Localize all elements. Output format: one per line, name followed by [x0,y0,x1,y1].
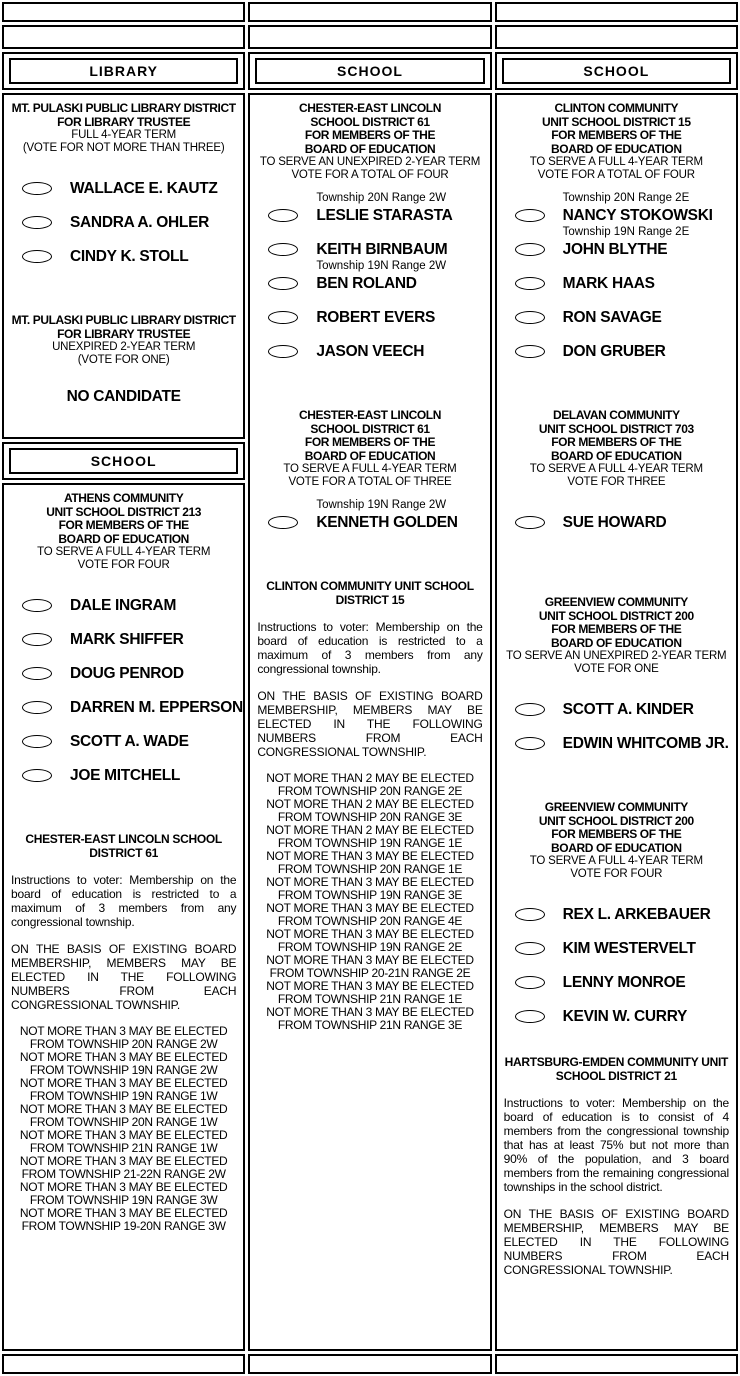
rule-line: NOT MORE THAN 3 MAY BE ELECTED [266,927,474,941]
vote-oval[interactable] [22,701,52,714]
instructions-paragraph: ON THE BASIS OF EXISTING BOARD MEMBERSHIP, MEMBERS MAY BE ELECTED IN THE FOLLOWING NUMBERS FROM EACH CONGRESSIONAL TOWNSHIP. [257,689,483,759]
vote-oval[interactable] [22,182,52,195]
contest-title-line: FOR MEMBERS OF THE [551,435,682,449]
section-banner [495,52,738,90]
contest-title-line: DELAVAN COMMUNITY [552,408,680,422]
section-banner-box [9,448,238,474]
candidate-name: DOUG PENROD [70,665,184,682]
candidate-name: REX L. ARKEBAUER [562,906,711,923]
vote-oval[interactable] [22,735,52,748]
section-banner-label: LIBRARY [89,63,159,79]
no-candidate-label: NO CANDIDATE [66,388,181,405]
contest-title-line: FOR MEMBERS OF THE [304,435,436,449]
rule-line: NOT MORE THAN 2 MAY BE ELECTED [266,771,474,785]
rule-line: NOT MORE THAN 3 MAY BE ELECTED [19,1206,228,1220]
rule-line: NOT MORE THAN 3 MAY BE ELECTED [19,1050,228,1064]
contest-title-line: SCHOOL DISTRICT 61 [310,421,430,436]
contest [256,409,483,536]
vote-oval[interactable] [22,250,52,263]
notice-title-line: CHESTER-EAST LINCOLN SCHOOL [25,832,222,846]
candidate-list [256,192,483,365]
ballot-column [248,2,491,1374]
vote-oval[interactable] [515,311,545,324]
contest-title-line: UNIT SCHOOL DISTRICT 200 [538,608,694,623]
vote-oval[interactable] [22,633,52,646]
contest-title-line: GREENVIEW COMMUNITY [544,595,688,609]
rule-line: FROM TOWNSHIP 21N RANGE 1W [29,1141,218,1155]
contest-term-line: TO SERVE A FULL 4-YEAR TERM [37,546,211,558]
contest-title-line: BOARD OF EDUCATION [551,448,682,463]
candidate-row [256,192,483,229]
contest-term-line: TO SERVE A FULL 4-YEAR TERM [283,463,457,475]
candidate-name: DON GRUBER [562,343,666,360]
contest-title-line: FOR MEMBERS OF THE [551,128,682,142]
section-banner-label: SCHOOL [583,63,650,79]
section-banner [248,52,491,90]
candidate-row [10,202,237,236]
section-banner-box [9,58,238,84]
contest [10,102,237,270]
rule-line: FROM TOWNSHIP 20N RANGE 2W [29,1037,218,1051]
vote-oval[interactable] [515,209,545,222]
rules-list [11,1025,236,1233]
candidate-name: DALE INGRAM [70,597,177,614]
rule-line: NOT MORE THAN 3 MAY BE ELECTED [266,953,474,967]
candidate-row [10,168,237,202]
contest-title-line: FOR MEMBERS OF THE [58,518,189,532]
vote-oval[interactable] [515,737,545,750]
rule-line: FROM TOWNSHIP 20N RANGE 2E [277,784,463,798]
candidate-name: RON SAVAGE [562,309,662,326]
candidate-row [256,229,483,263]
contest-title-line: BOARD OF EDUCATION [58,531,189,546]
candidate-row [503,297,730,331]
notice-title-line: SCHOOL DISTRICT 21 [555,1068,677,1083]
contest [503,801,730,1030]
contest-term-line: VOTE FOR ONE [574,662,659,675]
section-banner-box [502,58,731,84]
candidate-name: EDWIN WHITCOMB JR. [562,735,729,752]
candidate-name: SCOTT A. KINDER [562,701,694,718]
top-spacer-row [2,2,245,22]
vote-oval[interactable] [22,599,52,612]
rule-line: NOT MORE THAN 3 MAY BE ELECTED [19,1024,228,1038]
vote-oval[interactable] [22,667,52,680]
candidate-name: LENNY MONROE [562,974,686,991]
rule-line: NOT MORE THAN 3 MAY BE ELECTED [266,875,474,889]
contest-title-line: CHESTER-EAST LINCOLN [298,101,441,115]
rule-line: FROM TOWNSHIP 21N RANGE 1E [277,992,463,1006]
contest [503,596,730,757]
candidate-list [256,499,483,536]
candidate-name: BEN ROLAND [316,275,417,292]
section-banner-box [255,58,484,84]
candidate-name: KENNETH GOLDEN [316,514,458,531]
district-notice [503,1056,730,1277]
contest-title-line: SCHOOL DISTRICT 61 [310,114,430,129]
rule-line: NOT MORE THAN 3 MAY BE ELECTED [19,1180,228,1194]
candidate-row [10,236,237,270]
instructions-paragraph: Instructions to voter: Membership on the board of education is to consist of 4 members from the congressional township that has at least 75% but not more than 90% of the population, and 3 board members from the remaining congressional townships in the school district. [503,1096,729,1194]
rule-line: FROM TOWNSHIP 19-20N RANGE 3W [21,1219,226,1233]
candidate-name: MARK HAAS [562,275,655,292]
contest-title-line: BOARD OF EDUCATION [551,635,682,650]
rule-line: FROM TOWNSHIP 19N RANGE 1W [29,1089,218,1103]
notice-title-line: DISTRICT 15 [335,592,405,607]
vote-oval[interactable] [268,209,298,222]
contest [503,102,730,365]
vote-oval[interactable] [515,703,545,716]
contest-title-line: BOARD OF EDUCATION [304,448,436,463]
contest-title-line: FOR LIBRARY TRUSTEE [57,114,191,129]
rule-line: NOT MORE THAN 3 MAY BE ELECTED [266,979,474,993]
candidate-row [10,687,243,721]
rule-line: FROM TOWNSHIP 19N RANGE 2W [29,1063,218,1077]
instructions-paragraph: Instructions to voter: Membership on the board of education is restricted to a maximum of 3 members from any congressional township. [11,873,237,929]
contest-title-line: MT. PULASKI PUBLIC LIBRARY DISTRICT [11,101,236,115]
contest-title-line: GREENVIEW COMMUNITY [544,800,688,814]
candidate-row [503,689,730,723]
contest-term-line: TO SERVE A FULL 4-YEAR TERM [529,156,703,168]
bottom-spacer-row [495,1354,738,1374]
ballot-section [248,93,491,1351]
candidate-name: LESLIE STARASTA [316,207,453,224]
rule-line: NOT MORE THAN 3 MAY BE ELECTED [19,1128,228,1142]
candidate-row [503,263,730,297]
candidate-row [256,331,483,365]
vote-oval[interactable] [515,277,545,290]
top-spacer-row [248,2,491,22]
vote-oval[interactable] [268,243,298,256]
contest [503,409,730,536]
contest-title-line: UNIT SCHOOL DISTRICT 703 [538,421,694,436]
contest-term-line: VOTE FOR FOUR [570,867,663,880]
vote-oval[interactable] [515,976,545,989]
candidate-row [10,755,237,789]
rule-line: FROM TOWNSHIP 19N RANGE 3E [277,888,463,902]
section-banner [2,442,245,480]
candidate-name: JASON VEECH [316,343,425,360]
candidate-name: KIM WESTERVELT [562,940,696,957]
candidate-list [10,585,243,789]
candidate-row [503,996,730,1030]
rule-line: FROM TOWNSHIP 19N RANGE 3W [29,1193,218,1207]
rule-line: FROM TOWNSHIP 20-21N RANGE 2E [269,966,471,980]
rule-line: NOT MORE THAN 3 MAY BE ELECTED [19,1102,228,1116]
vote-oval[interactable] [515,1010,545,1023]
candidate-name: KEITH BIRNBAUM [316,241,448,258]
candidate-row [503,723,730,757]
ballot-section [495,93,738,1351]
contest-term-line: TO SERVE AN UNEXPIRED 2-YEAR TERM [259,156,481,168]
rule-line: FROM TOWNSHIP 21-22N RANGE 2W [21,1167,226,1181]
vote-oval[interactable] [515,516,545,529]
candidate-name: CINDY K. STOLL [70,248,189,265]
section-banner [2,52,245,90]
section-banner-label: SCHOOL [337,63,403,79]
vote-oval[interactable] [268,277,298,290]
contest-term-line: VOTE FOR A TOTAL OF FOUR [537,168,695,181]
rule-line: FROM TOWNSHIP 21N RANGE 3E [277,1018,463,1032]
section-banner-label: SCHOOL [90,453,157,469]
contest-title-line: CHESTER-EAST LINCOLN [298,408,441,422]
candidate-row [503,502,730,536]
candidate-name: JOE MITCHELL [70,767,181,784]
township-label: Township 19N Range 2W [316,260,447,272]
candidate-name: SUE HOWARD [562,514,667,531]
ballot-section [2,483,245,1351]
contest-term-line: (VOTE FOR NOT MORE THAN THREE) [22,141,225,154]
candidate-name: ROBERT EVERS [316,309,436,326]
contest-title-line: CLINTON COMMUNITY [554,101,679,115]
contest-title-line: UNIT SCHOOL DISTRICT 213 [46,504,202,519]
candidate-row [10,619,237,653]
candidate-row [256,297,483,331]
rule-line: FROM TOWNSHIP 20N RANGE 1W [29,1115,218,1129]
rule-line: NOT MORE THAN 2 MAY BE ELECTED [266,823,474,837]
instructions-paragraph: ON THE BASIS OF EXISTING BOARD MEMBERSHIP, MEMBERS MAY BE ELECTED IN THE FOLLOWING NUMBERS FROM EACH CONGRESSIONAL TOWNSHIP. [503,1207,729,1277]
rule-line: NOT MORE THAN 2 MAY BE ELECTED [266,797,474,811]
contest-term-line: (VOTE FOR ONE) [77,353,170,366]
contest [256,102,483,365]
rule-line: FROM TOWNSHIP 20N RANGE 3E [277,810,463,824]
candidate-row [503,331,730,365]
contest-title-line: FOR LIBRARY TRUSTEE [57,326,191,341]
contest-term-line: VOTE FOR A TOTAL OF FOUR [291,168,449,181]
candidate-row [503,894,730,928]
candidate-row [503,962,730,996]
contest-title-line: FOR MEMBERS OF THE [304,128,436,142]
township-label: Township 19N Range 2E [562,226,690,238]
candidate-name: DARREN M. EPPERSON [70,699,243,716]
candidate-row [10,585,237,619]
vote-oval[interactable] [268,311,298,324]
candidate-name: SCOTT A. WADE [70,733,189,750]
vote-oval[interactable] [515,345,545,358]
district-notice [10,833,237,1233]
township-label: Township 19N Range 2W [316,499,447,511]
notice-title-line: HARTSBURG-EMDEN COMMUNITY UNIT [504,1055,729,1069]
rule-line: FROM TOWNSHIP 20N RANGE 4E [277,914,463,928]
contest-title-line: ATHENS COMMUNITY [63,491,184,505]
contest-title-line: UNIT SCHOOL DISTRICT 15 [542,114,691,129]
contest-title-line: FOR MEMBERS OF THE [551,827,682,841]
contest-term-line: FULL 4-YEAR TERM [71,129,177,141]
bottom-spacer-row [2,1354,245,1374]
contest-title-line: BOARD OF EDUCATION [551,141,682,156]
contest-title-line: BOARD OF EDUCATION [304,141,436,156]
rule-line: NOT MORE THAN 3 MAY BE ELECTED [266,901,474,915]
township-label: Township 20N Range 2E [562,192,690,204]
header-spacer-row [248,25,491,49]
notice-title-line: CLINTON COMMUNITY UNIT SCHOOL [266,579,474,593]
rules-list [257,772,482,1032]
ballot-section [2,93,245,439]
contest [10,491,243,789]
vote-oval[interactable] [515,942,545,955]
vote-oval[interactable] [22,769,52,782]
instructions-paragraph: Instructions to voter: Membership on the board of education is restricted to a maximum of 3 members from any congressional township. [257,620,483,676]
candidate-list [10,168,237,270]
candidate-name: JOHN BLYTHE [562,241,668,258]
rule-line: FROM TOWNSHIP 19N RANGE 2E [277,940,463,954]
header-spacer-row [2,25,245,49]
rule-line: NOT MORE THAN 3 MAY BE ELECTED [266,849,474,863]
rule-line: FROM TOWNSHIP 20N RANGE 1E [277,862,463,876]
contest-title-line: UNIT SCHOOL DISTRICT 200 [538,813,694,828]
notice-title-line: DISTRICT 61 [89,845,159,860]
candidate-list [503,502,730,536]
candidate-list [503,894,730,1030]
candidate-name: MARK SHIFFER [70,631,184,648]
candidate-row [503,928,730,962]
contest-term-line: TO SERVE AN UNEXPIRED 2-YEAR TERM [506,650,727,662]
vote-oval[interactable] [22,216,52,229]
candidate-row [256,260,483,297]
candidate-row [503,226,730,263]
candidate-list [503,192,730,365]
rule-line: NOT MORE THAN 3 MAY BE ELECTED [19,1076,228,1090]
vote-oval[interactable] [268,345,298,358]
contest-term-line: VOTE FOR FOUR [77,558,170,571]
contest-title-line: BOARD OF EDUCATION [551,840,682,855]
contest-title-line: MT. PULASKI PUBLIC LIBRARY DISTRICT [11,313,236,327]
contest-term-line: VOTE FOR A TOTAL OF THREE [288,475,452,488]
candidate-name: SANDRA A. OHLER [70,214,210,231]
candidate-row [256,499,483,536]
district-notice [256,580,483,1032]
top-spacer-row [495,2,738,22]
contest-term-line: UNEXPIRED 2-YEAR TERM [52,341,196,353]
rule-line: FROM TOWNSHIP 19N RANGE 1E [277,836,463,850]
candidate-name: KEVIN W. CURRY [562,1008,688,1025]
candidate-row [503,192,730,229]
contest-term-line: VOTE FOR THREE [567,475,666,488]
candidate-name: NANCY STOKOWSKI [562,207,713,224]
contest [10,314,237,406]
contest-term-line: TO SERVE A FULL 4-YEAR TERM [529,463,703,475]
ballot-column [495,2,738,1374]
candidate-list [503,689,730,757]
contest-term-line: TO SERVE A FULL 4-YEAR TERM [529,855,703,867]
candidate-row [10,721,237,755]
vote-oval[interactable] [515,243,545,256]
instructions-paragraph: ON THE BASIS OF EXISTING BOARD MEMBERSHIP, MEMBERS MAY BE ELECTED IN THE FOLLOWING NUMBERS FROM EACH CONGRESSIONAL TOWNSHIP. [11,942,237,1012]
bottom-spacer-row [248,1354,491,1374]
header-spacer-row [495,25,738,49]
ballot-column [2,2,245,1374]
vote-oval[interactable] [515,908,545,921]
township-label: Township 20N Range 2W [316,192,447,204]
rule-line: NOT MORE THAN 3 MAY BE ELECTED [266,1005,474,1019]
rule-line: NOT MORE THAN 3 MAY BE ELECTED [19,1154,228,1168]
contest-title-line: FOR MEMBERS OF THE [551,622,682,636]
candidate-name: WALLACE E. KAUTZ [70,180,218,197]
vote-oval[interactable] [268,516,298,529]
candidate-row [10,653,237,687]
